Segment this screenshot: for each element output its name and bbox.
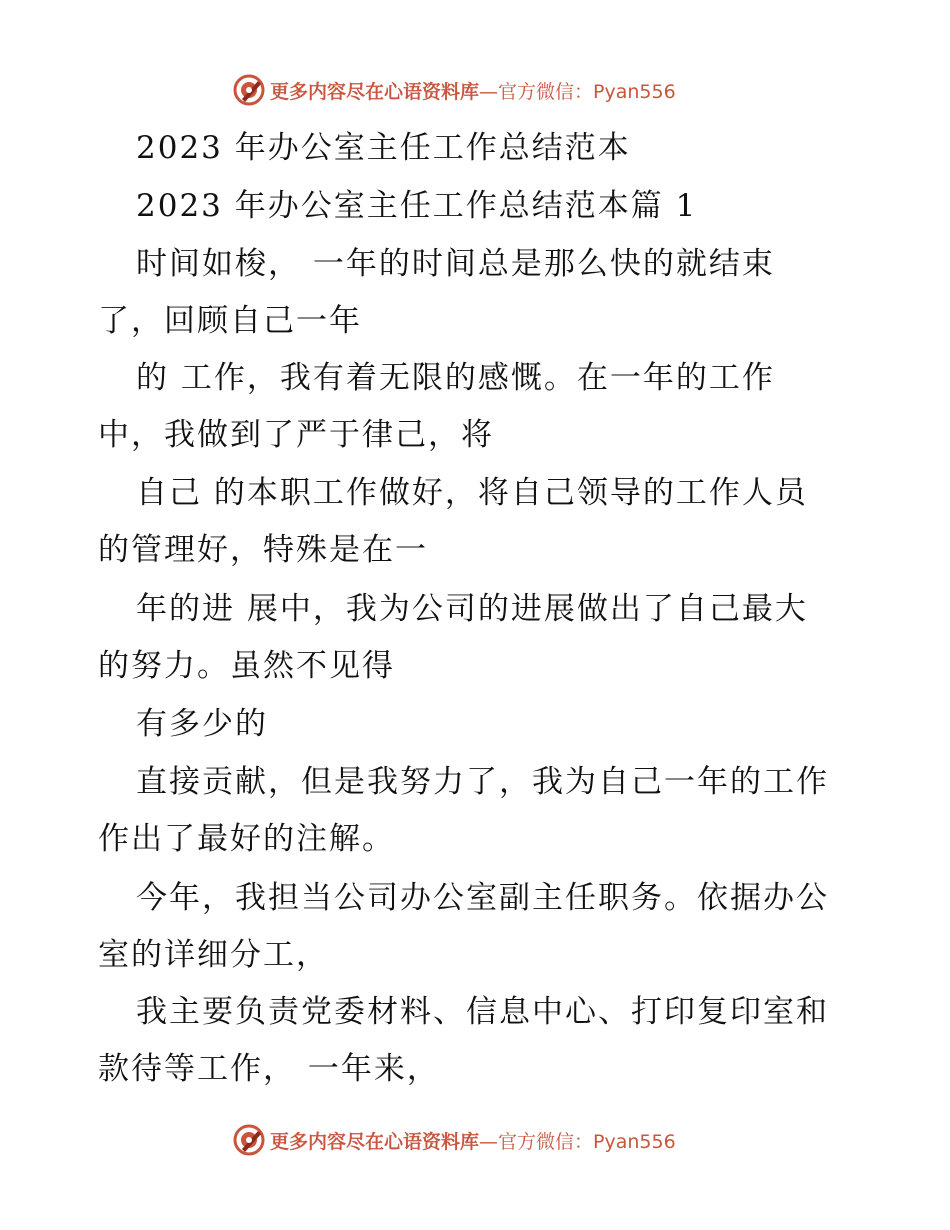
- text-line: 中，我做到了严于律己，将: [98, 417, 494, 453]
- document-subtitle: 2023 年办公室主任工作总结范本篇 1: [136, 188, 698, 224]
- watermark-account: 官方微信：Pyan556: [498, 80, 676, 103]
- watermark-dash: —: [479, 80, 499, 103]
- watermark-brand: 更多内容尽在心语资料库: [270, 80, 480, 103]
- text-line: 自己 的本职工作做好，将自己领导的工作人员: [136, 475, 808, 511]
- text-line: 室的详细分工，: [98, 937, 329, 973]
- text-line: 款待等工作， 一年来，: [98, 1051, 440, 1087]
- document-title: 2023 年办公室主任工作总结范本: [136, 130, 631, 166]
- watermark-dash: —: [479, 1130, 499, 1153]
- text-line: 的管理好，特殊是在一: [98, 532, 428, 568]
- watermark-brand: 更多内容尽在心语资料库: [270, 1130, 480, 1153]
- watermark-account: 官方微信：Pyan556: [498, 1130, 676, 1153]
- watermark-text: [270, 77, 676, 104]
- text-line: 有多少的: [136, 706, 268, 742]
- text-line: 时间如梭， 一年的时间总是那么快的就结束: [136, 246, 775, 282]
- text-line: 了，回顾自己一年: [98, 303, 362, 339]
- pen-circle-logo-icon: [232, 73, 266, 107]
- text-line: 年的进 展中，我为公司的进展做出了自己最大: [136, 591, 808, 627]
- text-line: 我主要负责党委材料、信息中心、打印复印室和: [136, 994, 829, 1030]
- watermark-text: [270, 1127, 676, 1154]
- text-line: 的 工作，我有着无限的感慨。在一年的工作: [136, 360, 775, 396]
- pen-circle-logo-icon: [232, 1123, 266, 1157]
- header-watermark: [232, 72, 676, 108]
- text-line: 今年，我担当公司办公室副主任职务。依据办公: [136, 880, 829, 916]
- text-line: 作出了最好的注解。: [98, 821, 395, 857]
- text-line: 的努力。虽然不见得: [98, 648, 395, 684]
- text-line: 直接贡献，但是我努力了，我为自己一年的工作: [136, 764, 829, 800]
- footer-watermark: [232, 1122, 676, 1158]
